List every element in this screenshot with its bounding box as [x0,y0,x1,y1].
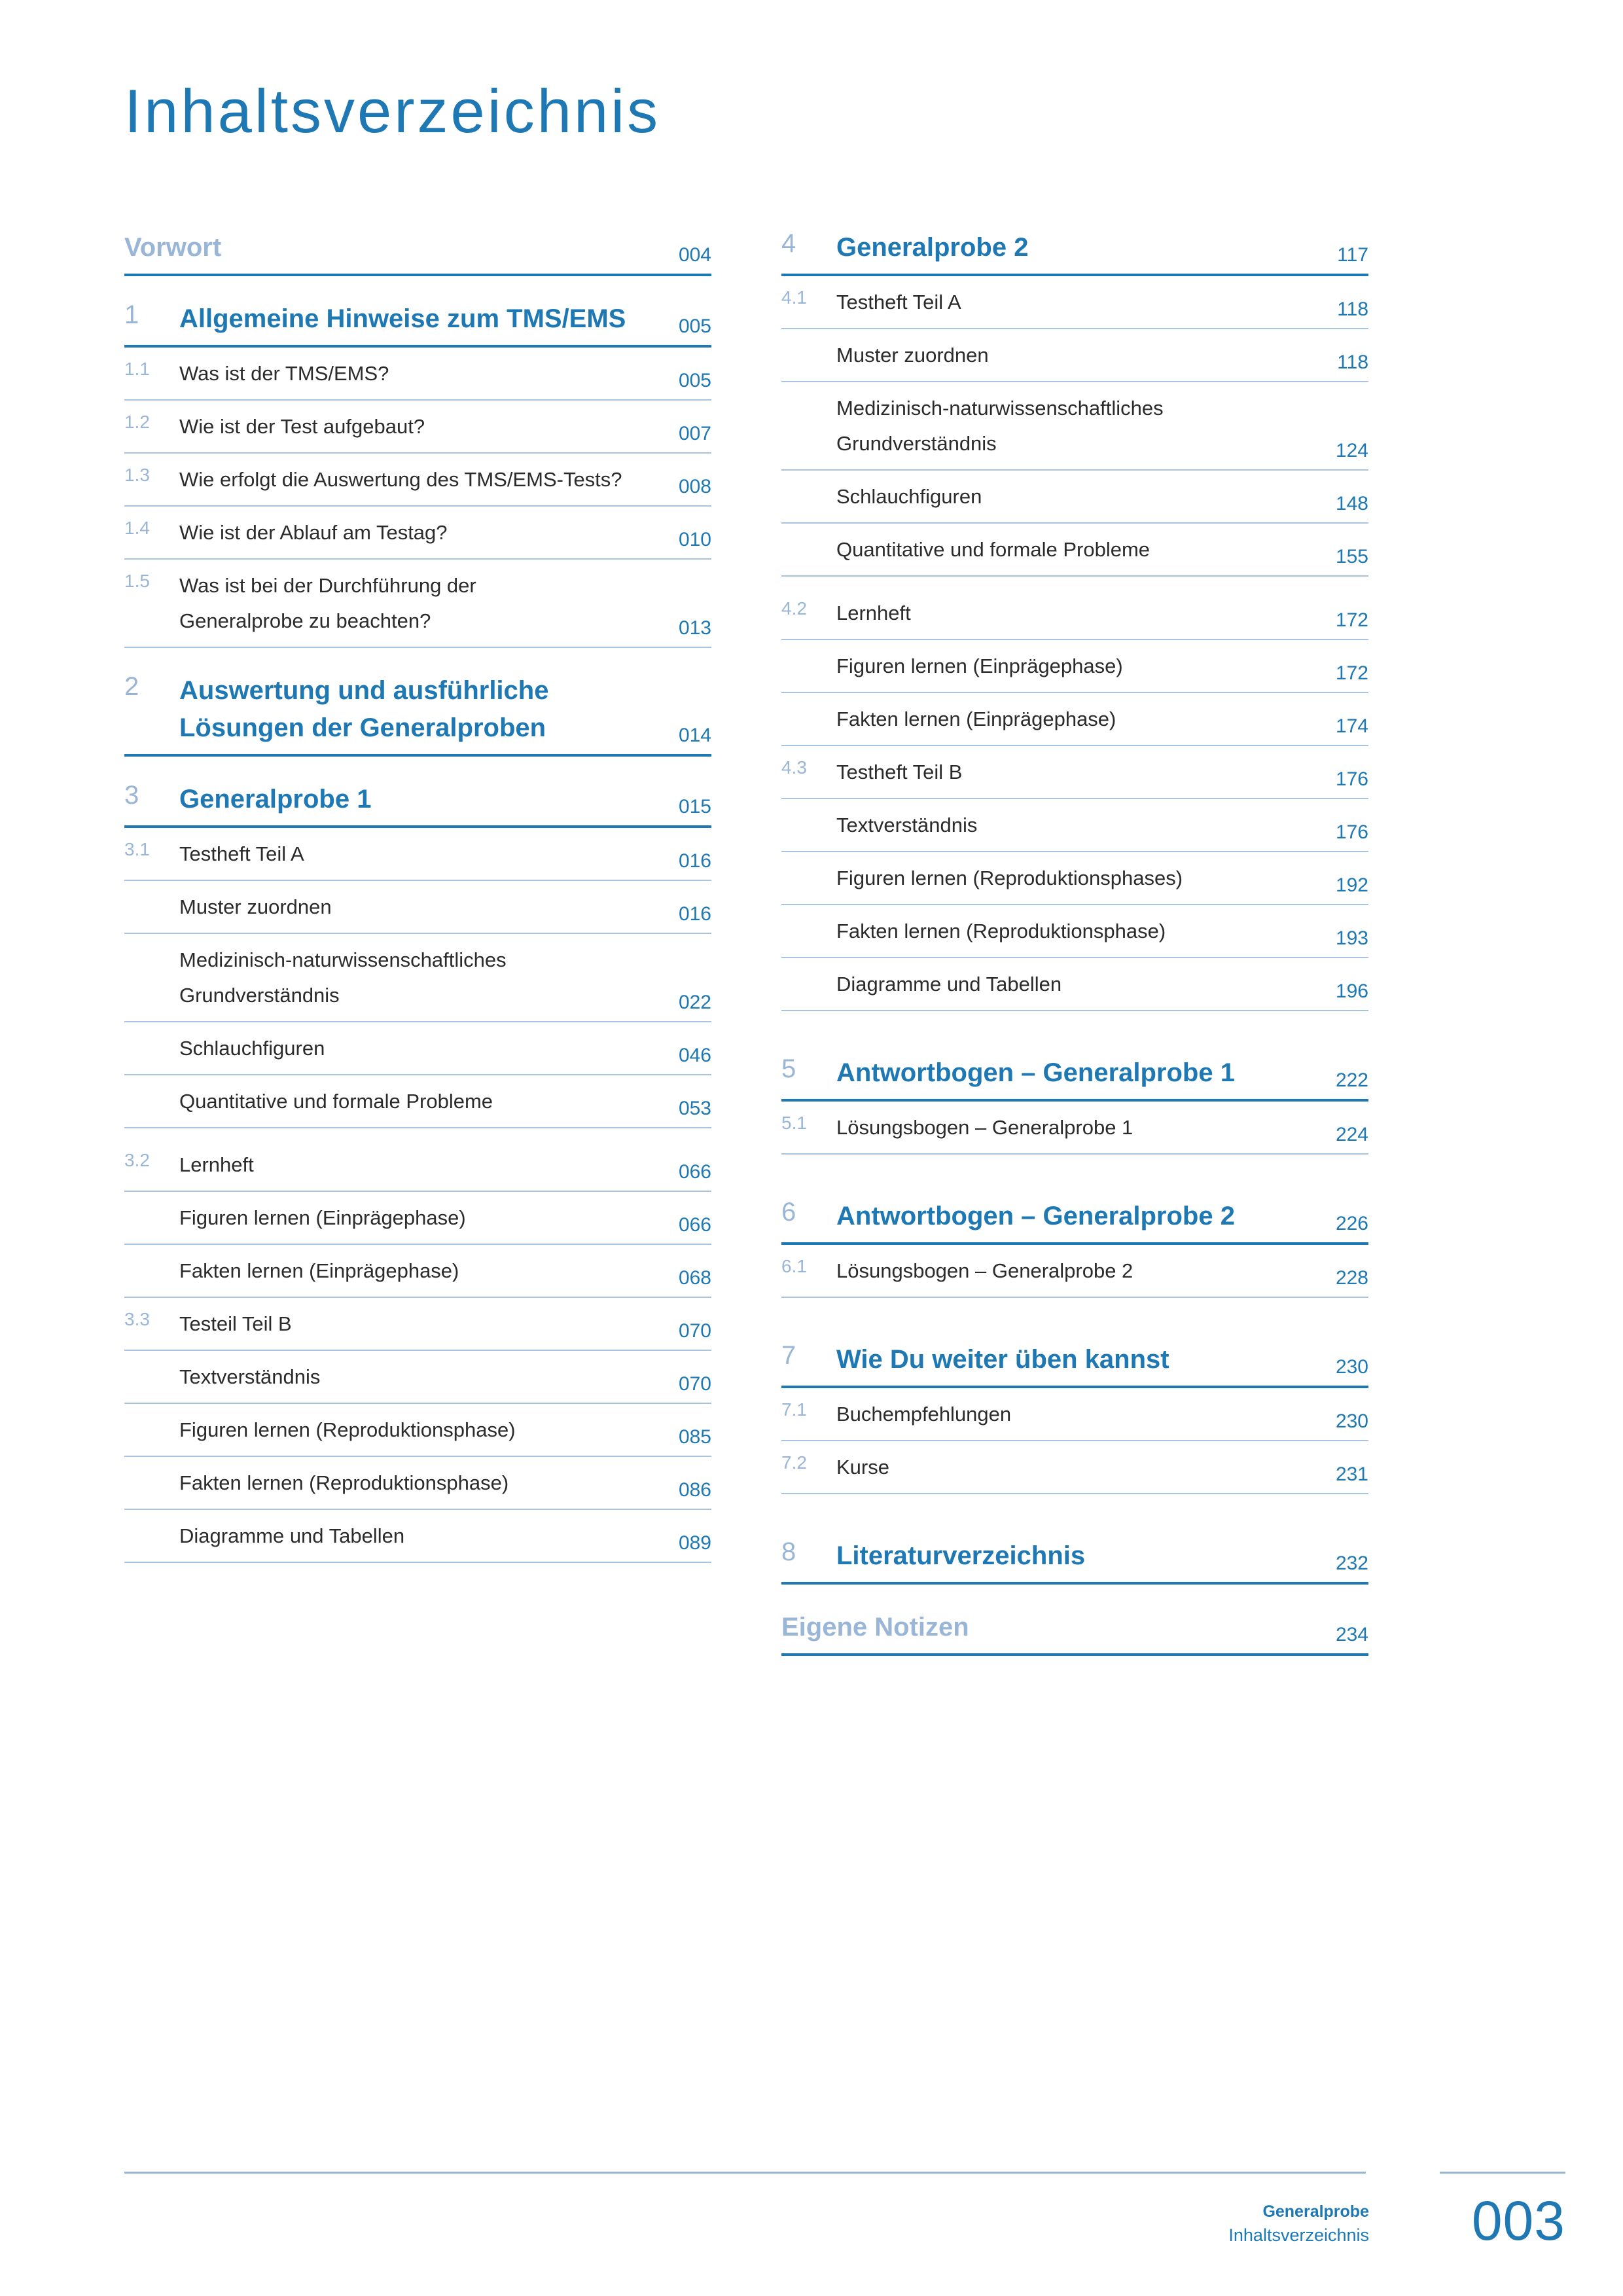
toc-chapter[interactable] [781,1335,1368,1388]
toc-entry[interactable] [781,799,1368,852]
toc-chapter[interactable] [781,1048,1368,1102]
toc-entry-page: 008 [678,476,711,497]
toc-entry-label: Diagramme und Tabellen [179,1524,405,1547]
toc-entry[interactable] [781,746,1368,799]
toc-entry[interactable] [781,905,1368,958]
toc-entry[interactable] [781,524,1368,577]
toc-entry-page: 066 [678,1214,711,1236]
footer-divider [124,2172,1366,2174]
toc-entry-label: Allgemeine Hinweise zum TMS/EMS [179,304,626,333]
toc-entry[interactable] [124,1139,711,1192]
toc-entry-label: Testeil Teil B [179,1312,292,1335]
toc-entry[interactable] [124,881,711,934]
toc-entry-label: Eigene Notizen [781,1613,969,1641]
toc-entry-page: 224 [1335,1124,1368,1145]
toc-entry-number: 5.1 [781,1113,807,1133]
toc-entry-page: 013 [678,617,711,639]
toc-entry-label: Schlauchfiguren [179,1037,325,1060]
toc-entry[interactable] [124,1022,711,1075]
toc-entry-number: 4.1 [781,287,807,308]
toc-entry-page: 232 [1335,1552,1368,1574]
toc-entry-page: 086 [678,1479,711,1501]
toc-entry-number: 1.1 [124,359,150,379]
toc-entry-label: Buchempfehlungen [836,1403,1012,1426]
toc-entry-label: Testheft Teil A [179,842,304,865]
toc-entry-page: 196 [1335,980,1368,1002]
toc-entry[interactable] [781,1441,1368,1494]
toc-chapter[interactable] [124,294,711,348]
toc-chapter[interactable] [124,666,711,757]
toc-entry-label: Figuren lernen (Einprägephase) [179,1206,466,1229]
toc-entry-label: Wie ist der Ablauf am Testag? [179,521,448,544]
toc-entry-label: Lernheft [836,601,911,624]
toc-entry[interactable] [124,348,711,401]
toc-entry-label: Fakten lernen (Reproduktionsphase) [179,1471,509,1494]
toc-entry-number: 6 [781,1198,796,1227]
toc-entry-number: 6.1 [781,1256,807,1276]
toc-entry-label: Testheft Teil A [836,291,961,314]
toc-right-column [781,223,1368,1656]
toc-entry-label: Wie erfolgt die Auswertung des TMS/EMS-Tests? [179,468,622,491]
toc-entry[interactable] [781,1245,1368,1298]
toc-entry[interactable] [124,1510,711,1563]
toc-entry-page: 176 [1335,821,1368,843]
toc-entry-label: Was ist der TMS/EMS? [179,362,389,385]
toc-entry-page: 118 [1337,298,1368,320]
toc-entry-label: Antwortbogen – Generalprobe 2 [836,1202,1235,1230]
toc-entry[interactable] [124,507,711,560]
toc-entry-page: 016 [678,903,711,925]
toc-entry-label: Generalprobe 2 [836,233,1029,262]
toc-chapter[interactable] [124,774,711,828]
toc-entry-page: 085 [678,1426,711,1448]
toc-chapter[interactable] [781,1602,1368,1656]
toc-entry[interactable] [124,1075,711,1128]
toc-entry-page: 070 [678,1373,711,1395]
toc-entry-label: Medizinisch-naturwissenschaftliches Grundverständnis [836,397,1164,455]
toc-entry-label: Wie ist der Test aufgebaut? [179,415,425,438]
toc-chapter[interactable] [124,223,711,276]
toc-entry-number: 1 [124,300,139,329]
footer-divider-page [1440,2172,1565,2174]
toc-entry-number: 7.2 [781,1452,807,1473]
toc-entry[interactable] [124,828,711,881]
toc-entry-page: 007 [678,423,711,444]
toc-entry-page: 022 [678,992,711,1013]
toc-entry-page: 124 [1335,440,1368,461]
toc-entry[interactable] [781,382,1368,471]
toc-entry[interactable] [781,471,1368,524]
toc-entry-number: 1.4 [124,518,150,538]
toc-entry[interactable] [124,454,711,507]
toc-entry-number: 3.1 [124,839,150,859]
toc-entry-page: 230 [1335,1410,1368,1432]
toc-entry-page: 005 [678,315,711,337]
toc-entry-page: 230 [1335,1356,1368,1378]
toc-entry-label: Generalprobe 1 [179,785,372,814]
toc-entry[interactable] [781,640,1368,693]
toc-entry[interactable] [124,560,711,648]
toc-entry-number: 8 [781,1537,796,1566]
toc-entry[interactable] [124,1298,711,1351]
toc-entry-label: Testheft Teil B [836,761,963,783]
toc-entry-page: 174 [1335,715,1368,737]
toc-entry-label: Lösungsbogen – Generalprobe 1 [836,1116,1133,1139]
toc-entry-label: Fakten lernen (Einprägephase) [836,708,1116,730]
toc-entry-page: 046 [678,1045,711,1066]
toc-entry-label: Fakten lernen (Einprägephase) [179,1259,459,1282]
toc-entry-page: 228 [1335,1267,1368,1289]
toc-entry-page: 231 [1335,1463,1368,1485]
toc-entry-number: 4.3 [781,757,807,778]
toc-entry[interactable] [781,693,1368,746]
toc-entry-label: Lernheft [179,1153,254,1176]
toc-entry-number: 1.3 [124,465,150,485]
toc-entry-label: Diagramme und Tabellen [836,973,1062,996]
footer-section: Inhaltsverzeichnis [1228,2225,1369,2245]
toc-entry-page: 004 [678,244,711,266]
toc-entry-page: 016 [678,850,711,872]
page-title: Inhaltsverzeichnis [124,77,661,145]
toc-entry-page: 172 [1335,662,1368,684]
toc-entry[interactable] [781,329,1368,382]
toc-chapter[interactable] [781,1191,1368,1245]
toc-entry[interactable] [124,1192,711,1245]
toc-entry-page: 172 [1335,609,1368,631]
toc-entry-page: 053 [678,1098,711,1119]
toc-chapter[interactable] [781,1531,1368,1585]
toc-entry-number: 1.2 [124,412,150,432]
toc-entry[interactable] [781,1388,1368,1441]
toc-entry[interactable] [124,401,711,454]
toc-entry-label: Fakten lernen (Reproduktionsphase) [836,920,1166,942]
toc-entry-label: Vorwort [124,233,222,262]
toc-entry-page: 176 [1335,768,1368,790]
toc-entry-label: Medizinisch-naturwissenschaftliches Grundverständnis [179,948,507,1007]
toc-entry[interactable] [124,1404,711,1457]
toc-entry-number: 3.3 [124,1309,150,1329]
toc-entry-label: Auswertung und ausführliche Lösungen der Generalproben [179,676,549,742]
toc-entry[interactable] [781,958,1368,1011]
footer-book-title: Generalprobe [1262,2202,1369,2221]
toc-entry-page: 226 [1335,1213,1368,1234]
toc-entry-page: 015 [678,796,711,817]
toc-entry-label: Textverständnis [836,814,978,836]
toc-chapter[interactable] [781,223,1368,276]
toc-entry[interactable] [781,276,1368,329]
toc-entry-page: 070 [678,1320,711,1342]
toc-entry-label: Textverständnis [179,1365,321,1388]
toc-entry-label: Literaturverzeichnis [836,1541,1086,1570]
toc-entry-number: 7.1 [781,1399,807,1420]
toc-entry-page: 010 [678,529,711,550]
toc-entry-label: Antwortbogen – Generalprobe 1 [836,1058,1235,1087]
toc-entry-page: 005 [678,370,711,391]
toc-entry-number: 1.5 [124,571,150,591]
toc-entry-page: 222 [1335,1069,1368,1091]
toc-entry-page: 089 [678,1532,711,1554]
toc-entry-page: 148 [1335,493,1368,514]
toc-entry-number: 2 [124,672,139,701]
toc-entry[interactable] [124,1351,711,1404]
toc-entry[interactable] [124,1245,711,1298]
toc-entry-page: 068 [678,1267,711,1289]
toc-left-column [124,223,711,1563]
toc-entry[interactable] [124,934,711,1022]
toc-entry[interactable] [781,852,1368,905]
toc-entry-page: 066 [678,1161,711,1183]
toc-entry-page: 117 [1337,244,1368,266]
toc-entry[interactable] [781,1102,1368,1155]
toc-entry-label: Kurse [836,1456,889,1479]
toc-entry-label: Muster zuordnen [179,895,332,918]
toc-entry-number: 4 [781,229,796,258]
toc-entry-label: Figuren lernen (Reproduktionsphase) [179,1418,516,1441]
toc-entry-label: Quantitative und formale Probleme [179,1090,493,1113]
toc-entry-number: 5 [781,1054,796,1083]
toc-entry-label: Lösungsbogen – Generalprobe 2 [836,1259,1133,1282]
toc-entry-label: Wie Du weiter üben kannst [836,1345,1169,1374]
page-number: 003 [1471,2190,1565,2251]
toc-entry-label: Was ist bei der Durchführung der Generalprobe zu beachten? [179,574,476,632]
toc-entry-label: Schlauchfiguren [836,485,982,508]
toc-entry[interactable] [781,587,1368,640]
toc-entry-label: Figuren lernen (Reproduktionsphases) [836,867,1183,889]
toc-entry-page: 155 [1335,546,1368,567]
toc-entry-page: 014 [678,725,711,746]
toc-entry-label: Quantitative und formale Probleme [836,538,1150,561]
toc-entry-page: 234 [1335,1624,1368,1645]
toc-entry-page: 193 [1335,927,1368,949]
toc-entry-page: 192 [1335,874,1368,896]
toc-entry-label: Figuren lernen (Einprägephase) [836,655,1123,677]
toc-entry-label: Muster zuordnen [836,344,989,367]
toc-entry-number: 7 [781,1341,796,1370]
toc-entry[interactable] [124,1457,711,1510]
toc-entry-number: 3 [124,781,139,810]
toc-entry-number: 4.2 [781,598,807,619]
toc-entry-page: 118 [1337,351,1368,373]
toc-entry-number: 3.2 [124,1150,150,1170]
